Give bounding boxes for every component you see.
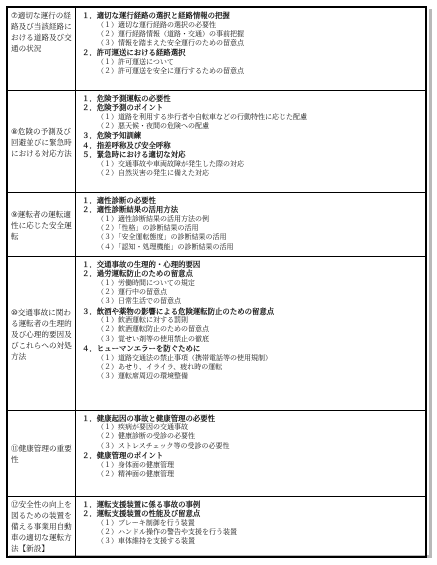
category-cell: ⑫安全性の向上を図るための装置を備える事業用自動車の適切な運転方法【新設】 [7,496,76,557]
curriculum-table [6,6,427,558]
heading-line: １．適性診断の必要性 [82,195,156,205]
heading-line: ２．適性診断結果の活用方法 [82,205,179,215]
sub-line: （２）運行経路情報（道路・交通）の事前把握 [97,29,244,38]
category-cell: ⑪健康管理の重要性 [7,410,76,496]
heading-line: １．適切な運行経路の選択と経路情報の把握 [82,11,230,20]
sub-line: （１）適性診断結果の活用方法の例 [97,214,209,223]
sub-line: （３）車体維持を支援する装置 [97,537,195,546]
table-row [7,90,426,192]
sub-line: （１）飲酒運転に対する罰則 [97,316,188,325]
content-cell [76,496,427,557]
sub-line: （１）ブレーキ制御を行う装置 [97,518,195,527]
sub-line: （２）あせり、イライラ、疲れ時の運転 [97,362,223,371]
content-cell [76,256,427,410]
category-cell: ⑧危険の予測及び回避並びに緊急時における対応方法 [7,90,76,192]
content-cell [76,7,427,90]
heading-line: ４．指差呼称及び安全呼称 [82,140,171,150]
category-cell: ⑦適切な運行の経路及び当該経路における道路及び交通の状況 [7,7,76,90]
sub-line: （２）「性格」の診断結果の活用 [97,223,199,232]
category-cell: ⑨運転者の運転適性に応じた安全運転 [7,192,76,256]
sub-line: （３）ストレスチェック等の受診の必要性 [97,441,230,450]
sub-line: （１）道路交通法の禁止事項（携帯電話等の使用規制） [97,353,272,362]
table-row [7,192,426,256]
heading-line: １．交通事故の生理的・心理的要因 [82,259,201,269]
table-shadow-right [429,9,432,556]
heading-line: ４．ヒューマンエラーを防ぐために [82,344,201,354]
sub-line: （２）飲酒運転防止のための留意点 [97,325,209,334]
sub-line: （２）自然災害の発生に備えた対応 [97,169,209,178]
heading-line: ２．健康管理のポイント [82,450,164,460]
table-row [7,7,426,90]
heading-line: １．危険予測運転の必要性 [82,93,171,103]
sub-line: （２）ハンドル操作の警告や支援を行う装置 [97,527,237,536]
heading-line: ２．危険予測のポイント [82,103,164,113]
content-cell [76,90,427,192]
sub-line: （１）許可運送について [97,58,174,67]
heading-line: ３．飲酒や薬物の影響による危険運転防止のための留意点 [82,306,275,316]
table-row [7,410,426,496]
sub-line: （２）許可運送を安全に運行するための留意点 [97,67,244,76]
sub-line: （２）健康診断の受診の必要性 [97,432,195,441]
sub-line: （１）身体面の健康管理 [97,460,174,469]
sub-line: （１）交通事故や車両故障が発生した際の対応 [97,160,244,169]
sub-line: （３）情報を踏まえた安全運行のための留意点 [97,39,244,48]
sub-line: （２）悪天候・夜間の危険への配慮 [97,121,209,130]
heading-line: ２．運転支援装置の性能及び留意点 [82,509,201,519]
sub-line: （３）日常生活での留意点 [97,297,181,306]
heading-line: ３．危険予知訓練 [82,131,142,141]
table-row [7,256,426,410]
sub-line: （３）「安全運転態度」の診断結果の活用 [97,233,227,242]
category-cell: ⑩交通事故に関わる運転者の生理的及び心理的要因及びこれらへの対処方法 [7,256,76,410]
heading-line: １．健康起因の事故と健康管理の必要性 [82,413,216,423]
sub-line: （１）労働時間についての規定 [97,278,195,287]
sub-line: （１）疾病が要因の交通事故 [97,423,188,432]
heading-line: ２．過労運転防止のための留意点 [82,269,193,279]
sub-line: （３）覚せい剤等の使用禁止の徹底 [97,334,209,343]
sub-line: （１）適切な運行経路の選択の必要性 [97,20,216,29]
sub-line: （３）運転席周辺の環境整備 [97,372,188,381]
sub-line: （１）道路を利用する歩行者や自転車などの行動特性に応じた配慮 [97,112,307,121]
content-cell [76,192,427,256]
sub-line: （４）「認知・処理機能」の診断結果の活用 [97,242,234,251]
content-cell [76,410,427,496]
sub-line: （２）運行中の留意点 [97,287,167,296]
heading-line: ５．緊急時における適切な対応 [82,150,186,160]
heading-line: ２．許可運送における経路選択 [82,48,186,58]
heading-line: １．運転支援装置に係る事故の事例 [82,499,201,509]
table-row [7,496,426,557]
sub-line: （２）精神面の健康管理 [97,469,174,478]
